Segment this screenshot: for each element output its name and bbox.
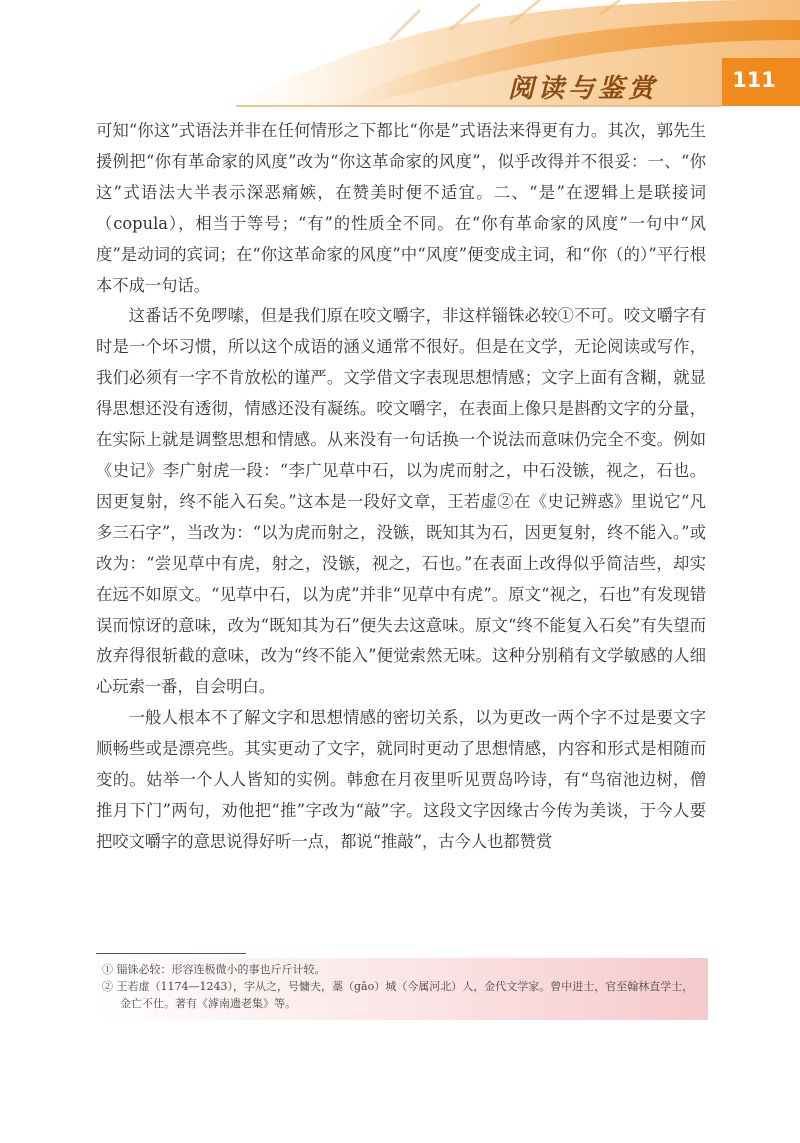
footnote-2: ② 王若虚（1174—1243），字从之，号慵夫，藁（gǎo）城（今属河北）人，金代文学家。曾中进士，官至翰林直学士，金亡不仕。著有《滹南遗老集》等。	[102, 980, 694, 1010]
section-title: 阅读与鉴赏	[508, 74, 659, 104]
main-text	[96, 116, 706, 858]
decorative-brush-banner	[0, 0, 800, 110]
paragraph-1: 可知“你这”式语法并非在任何情形之下都比“你是”式语法来得更有力。其次，郭先生援例把“你有革命家的风度”改为“你这革命家的风度”，似乎改得并不很妥：一、“你这”式语法大半表示深恶痛嫉，在赞美时便不适宜。二、“是”在逻辑上是联接词（copula），相当于等号；“有”的性质全不同。在“你有革命家的风度”一句中“风度”是动词的宾词；在“你这革命家的风度”中“风度”便变成主词，和“你（的）”平行根本不成一句话。	[96, 121, 706, 295]
footnote-1: ① 锱铢必较：形容连极微小的事也斤斤计较。	[102, 963, 326, 976]
footnotes	[96, 958, 708, 1020]
page-number-box	[722, 58, 800, 106]
paragraph-3: 一般人根本不了解文字和思想情感的密切关系，以为更改一两个字不过是要文字顺畅些或是漂亮些。其实更动了文字，就同时更动了思想情感，内容和形式是相随而变的。姑举一个人人皆知的实例。韩愈在月夜里听见贾岛吟诗，有“鸟宿池边树，僧推月下门”两句，劝他把“推”字改为“敲”字。这段文字因缘古今传为美谈，于今人要把咬文嚼字的意思说得好听一点，都说“推敲”，古今人也都赞赏	[96, 708, 706, 851]
footnote-divider	[96, 953, 246, 954]
paragraph-2: 这番话不免啰嗦，但是我们原在咬文嚼字，非这样锱铢必较①不可。咬文嚼字有时是一个坏习惯，所以这个成语的涵义通常不很好。但是在文学，无论阅读或写作，我们必须有一字不肯放松的谨严。文学借文字表现思想情感；文字上面有含糊，就显得思想还没有透彻，情感还没有凝练。咬文嚼字，在表面上像只是斟酌文字的分量，在实际上就是调整思想和情感。从来没有一句话换一个说法而意味仍完全不变。例如《史记》李广射虎一段：“李广见草中石，以为虎而射之，中石没镞，视之，石也。因更复射，终不能入石矣。”这本是一段好文章，王若虚②在《史记辨惑》里说它“凡多三石字”，当改为：“以为虎而射之，没镞，既知其为石，因更复射，终不能入。”或改为：“尝见草中有虎，射之，没镞，视之，石也。”在表面上改得似乎简洁些，却实在远不如原文。“见草中石，以为虎”并非“见草中有虎”。原文“视之，石也”有发现错误而惊讶的意味，改为“既知其为石”便失去这意味。原文“终不能复入石矣”有失望而放弃得很斩截的意味，改为“终不能入”便觉索然无味。这种分别稍有文学敏感的人细心玩索一番，自会明白。	[96, 306, 706, 697]
page-number: 111	[732, 68, 776, 92]
page-header	[0, 0, 800, 110]
